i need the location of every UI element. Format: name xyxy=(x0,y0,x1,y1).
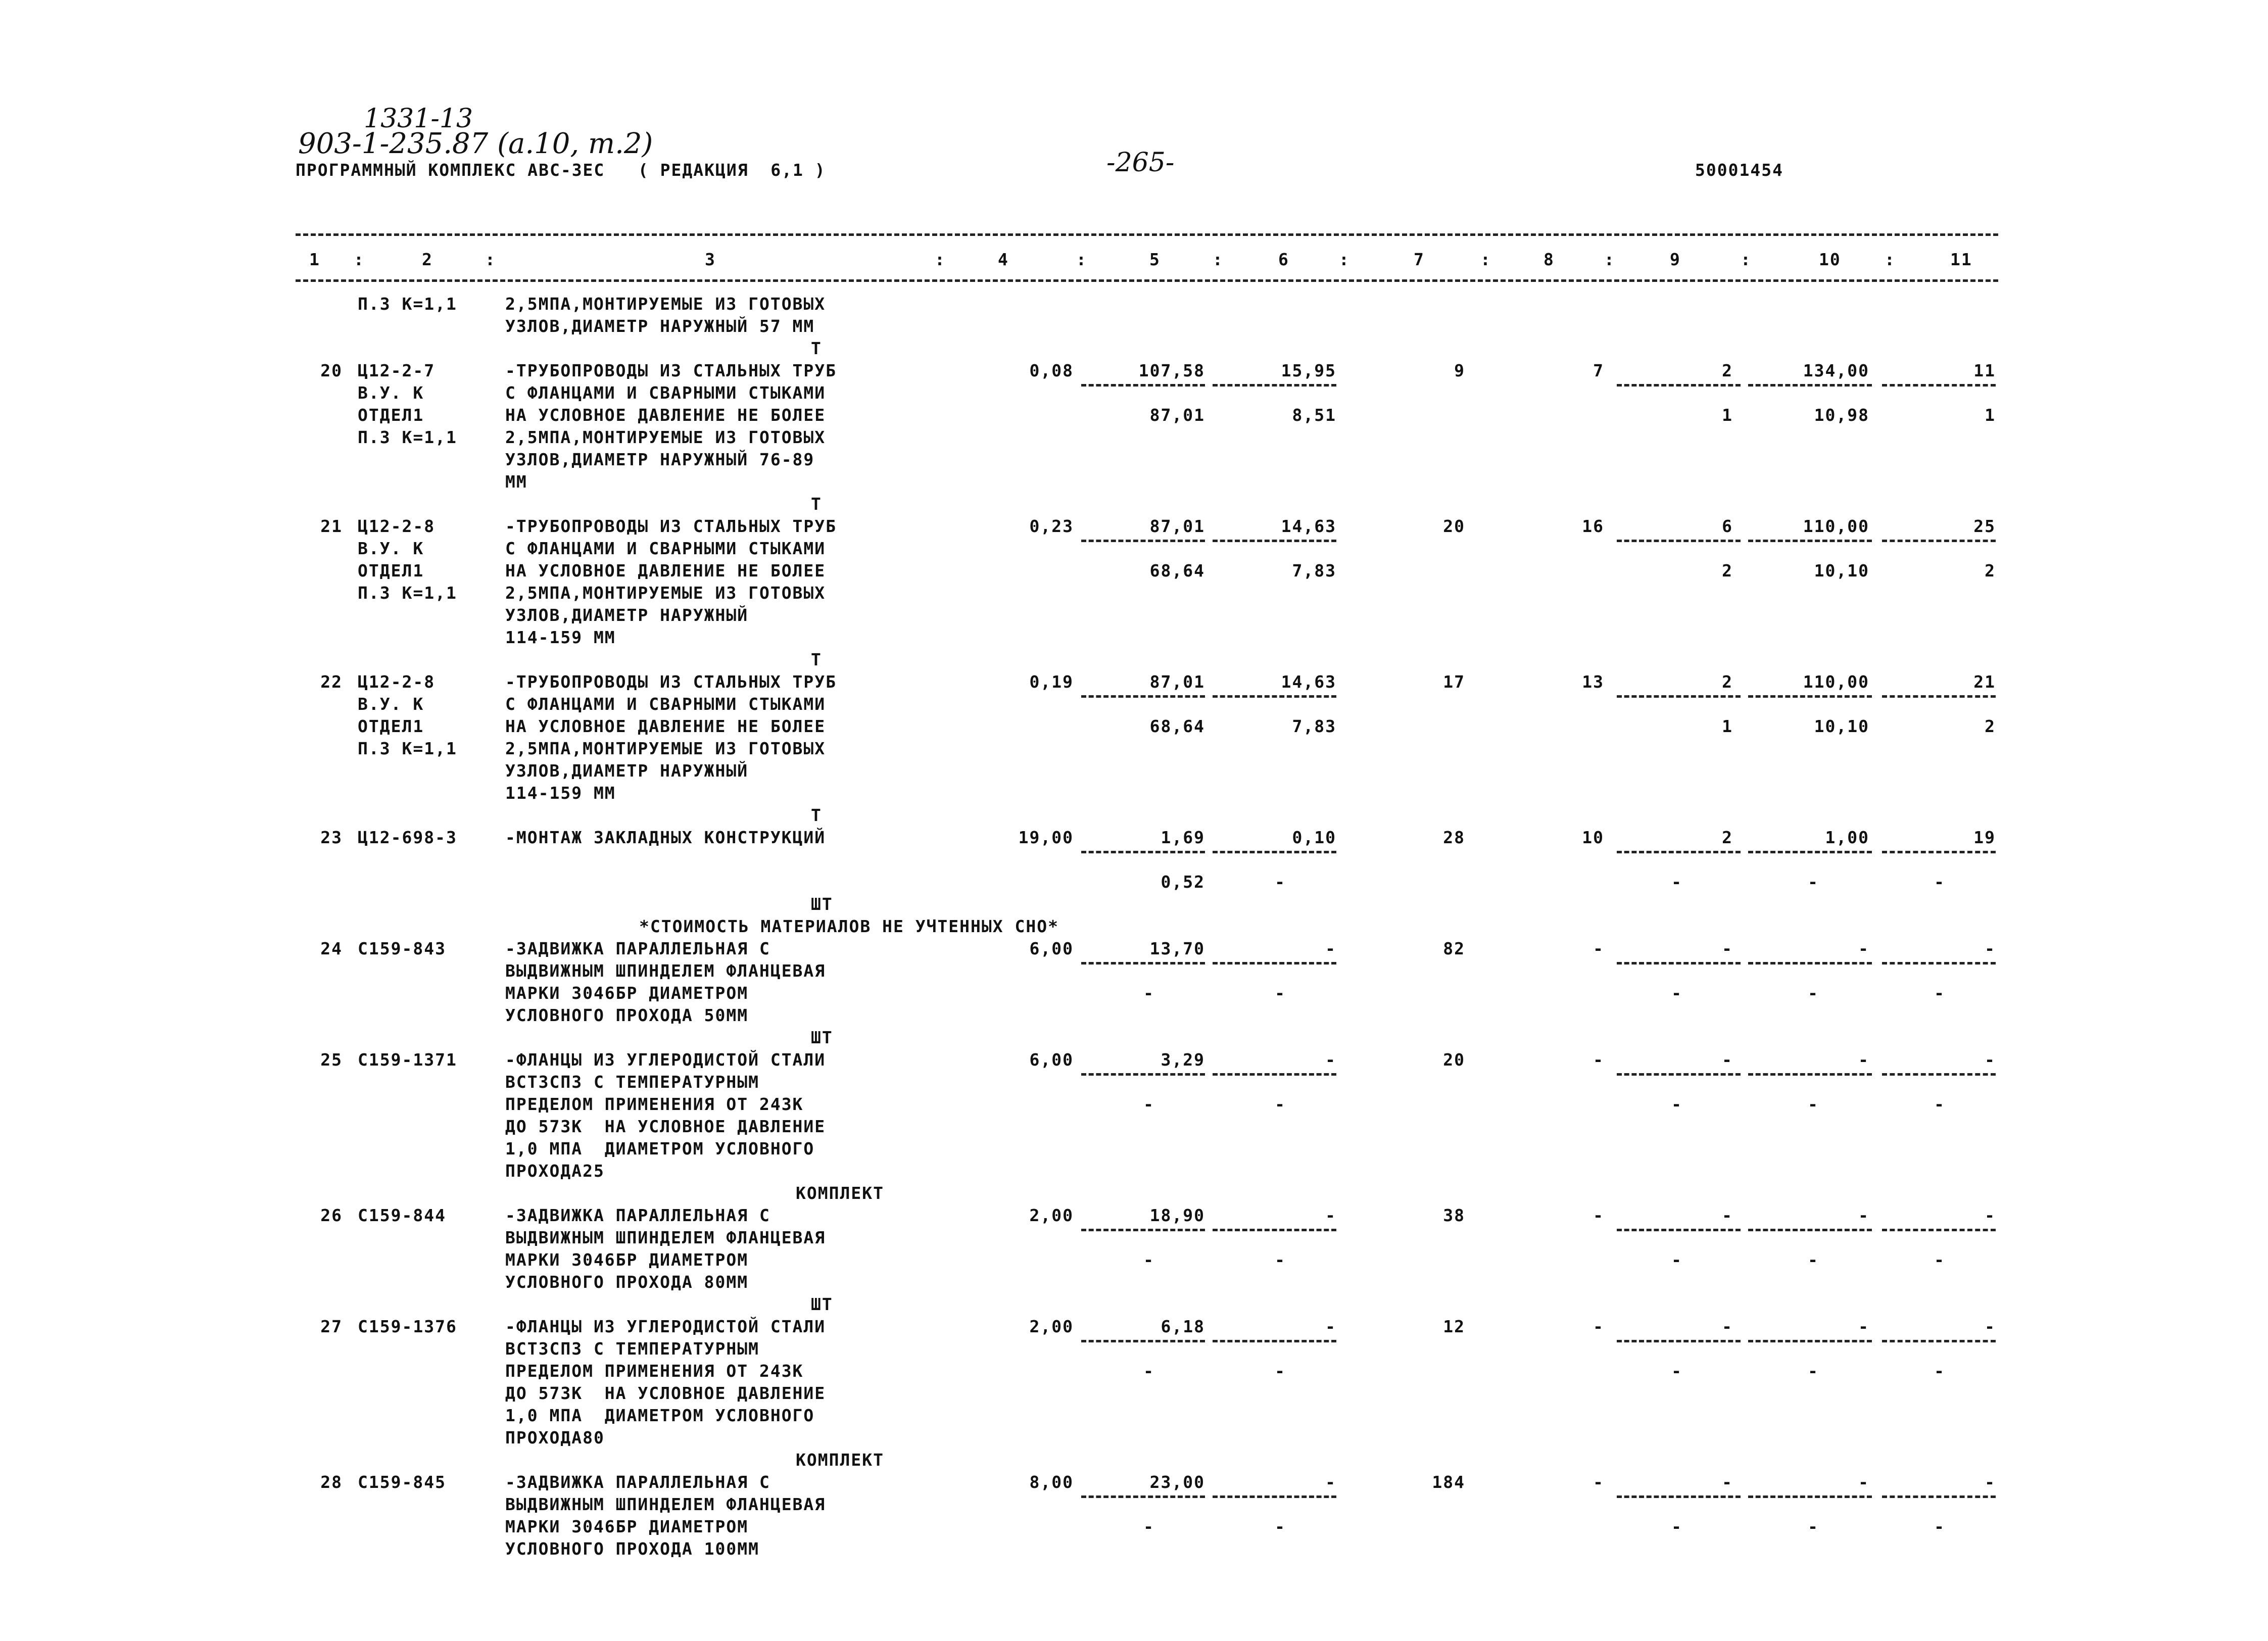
work-description: ПРОХОДА80 xyxy=(505,1428,605,1447)
work-description: 1,0 МПА ДИАМЕТРОМ УСЛОВНОГО xyxy=(505,1406,815,1425)
cell-c9: - xyxy=(1722,1205,1733,1225)
work-description: 2,5МПА,МОНТИРУЕМЫЕ ИЗ ГОТОВЫХ xyxy=(505,583,826,603)
cell-c11b: - xyxy=(1934,1517,1945,1536)
cell-divider xyxy=(1081,1495,1205,1498)
cell-c4: 0,23 xyxy=(1029,516,1074,536)
cell-c11b: 1 xyxy=(1985,405,1996,425)
unit-of-measure: КОМПЛЕКТ xyxy=(796,1450,884,1470)
unit-of-measure: Т xyxy=(811,494,822,514)
cell-divider xyxy=(1748,1495,1872,1498)
work-description: ВЫДВИЖНЫМ ШПИНДЕЛЕМ ФЛАНЦЕВАЯ xyxy=(505,1228,826,1247)
cell-c9b: - xyxy=(1671,1094,1682,1114)
cell-divider xyxy=(1617,851,1741,853)
cell-divider xyxy=(1882,540,1996,542)
cell-c5b: 87,01 xyxy=(1149,405,1205,425)
work-description: МАРКИ 3046БР ДИАМЕТРОМ xyxy=(505,983,749,1003)
cell-c6b: - xyxy=(1275,1094,1286,1114)
work-description: УЗЛОВ,ДИАМЕТР НАРУЖНЫЙ 76-89 xyxy=(505,450,815,469)
cell-divider xyxy=(1213,962,1336,964)
cell-c11: 11 xyxy=(1973,361,1996,380)
cell-c9: 2 xyxy=(1722,828,1733,847)
row-number: 20 xyxy=(320,361,343,380)
cell-divider xyxy=(1617,384,1741,387)
cell-c10b: - xyxy=(1808,1094,1819,1114)
table-top-rule xyxy=(296,233,1998,236)
work-description: МАРКИ 3046БР ДИАМЕТРОМ xyxy=(505,1517,749,1536)
cell-c8: 10 xyxy=(1582,828,1604,847)
rate-code: Ц12-698-3 xyxy=(358,828,457,847)
cell-divider xyxy=(1213,540,1336,542)
cell-c5: 18,90 xyxy=(1149,1205,1205,1225)
handwritten-project-code: 903-1-235.87 (а.10, т.2) xyxy=(298,127,653,160)
work-description: 114-159 ММ xyxy=(505,783,616,803)
column-header-11: 11 xyxy=(1950,250,1972,269)
work-description: -ФЛАНЦЫ ИЗ УГЛЕРОДИСТОЙ СТАЛИ xyxy=(505,1317,826,1336)
cell-c4: 19,00 xyxy=(1018,828,1074,847)
cell-c7: 12 xyxy=(1443,1317,1465,1336)
column-header-2: 2 xyxy=(422,250,433,269)
unit-of-measure: ШТ xyxy=(811,894,833,914)
unit-of-measure: Т xyxy=(811,339,822,358)
work-description: С ФЛАНЦАМИ И СВАРНЫМИ СТЫКАМИ xyxy=(505,539,826,558)
cell-c7: 38 xyxy=(1443,1205,1465,1225)
work-description: ВЫДВИЖНЫМ ШПИНДЕЛЕМ ФЛАНЦЕВАЯ xyxy=(505,1494,826,1514)
work-description: -ТРУБОПРОВОДЫ ИЗ СТАЛЬНЫХ ТРУБ xyxy=(505,361,837,380)
cell-divider xyxy=(1748,1340,1872,1342)
cell-c6b: - xyxy=(1275,1361,1286,1381)
column-header-8: 8 xyxy=(1543,250,1555,269)
rate-code: С159-1371 xyxy=(358,1050,457,1070)
cell-c8: - xyxy=(1593,1472,1604,1492)
column-header-7: 7 xyxy=(1414,250,1425,269)
cell-divider xyxy=(1748,695,1872,698)
rate-code: С159-845 xyxy=(358,1472,446,1492)
column-header-9: 9 xyxy=(1670,250,1681,269)
work-description: -ТРУБОПРОВОДЫ ИЗ СТАЛЬНЫХ ТРУБ xyxy=(505,672,837,692)
cell-c4: 0,19 xyxy=(1029,672,1074,692)
cell-c10b: 10,10 xyxy=(1814,561,1869,581)
work-description: МАРКИ 3046БР ДИАМЕТРОМ xyxy=(505,1250,749,1270)
cell-divider xyxy=(1081,1073,1205,1076)
work-description: 2,5МПА,МОНТИРУЕМЫЕ ИЗ ГОТОВЫХ xyxy=(505,739,826,758)
cell-c11: - xyxy=(1985,1472,1996,1492)
cell-c9b: 2 xyxy=(1722,561,1733,581)
cell-c4: 6,00 xyxy=(1029,1050,1074,1070)
column-header-1: 1 xyxy=(309,250,320,269)
cell-divider xyxy=(1081,851,1205,853)
cell-c4: 6,00 xyxy=(1029,939,1074,958)
cell-divider xyxy=(1617,1229,1741,1231)
rate-code-note: П.3 К=1,1 xyxy=(358,427,457,447)
cell-c10: - xyxy=(1858,1472,1869,1492)
cell-c6: - xyxy=(1325,1205,1336,1225)
cell-c6: - xyxy=(1325,1317,1336,1336)
cell-c9b: - xyxy=(1671,983,1682,1003)
rate-code-note: ОТДЕЛ1 xyxy=(358,561,424,581)
cell-c11: - xyxy=(1985,1050,1996,1070)
cell-divider xyxy=(1748,1073,1872,1076)
header-bottom-rule xyxy=(296,279,1998,282)
cell-c11b: - xyxy=(1934,872,1945,892)
cell-c11: - xyxy=(1985,1205,1996,1225)
cell-c7: 17 xyxy=(1443,672,1465,692)
cell-c7: 20 xyxy=(1443,516,1465,536)
cell-divider xyxy=(1748,540,1872,542)
work-description: -МОНТАЖ ЗАКЛАДНЫХ КОНСТРУКЦИЙ xyxy=(505,828,826,847)
cell-c11b: - xyxy=(1934,1250,1945,1270)
cell-c11b: 2 xyxy=(1985,561,1996,581)
work-description: ПРЕДЕЛОМ ПРИМЕНЕНИЯ ОТ 243К xyxy=(505,1094,804,1114)
cell-c8: 13 xyxy=(1582,672,1604,692)
cell-c8: - xyxy=(1593,1317,1604,1336)
cell-divider xyxy=(1213,1229,1336,1231)
cell-divider xyxy=(1882,851,1996,853)
work-description: ДО 573К НА УСЛОВНОЕ ДАВЛЕНИЕ xyxy=(505,1117,826,1136)
cell-c7: 9 xyxy=(1454,361,1465,380)
cell-divider xyxy=(1213,851,1336,853)
work-description: УЗЛОВ,ДИАМЕТР НАРУЖНЫЙ 57 ММ xyxy=(505,316,815,336)
cell-c10: - xyxy=(1858,1205,1869,1225)
rate-code-note: В.У. К xyxy=(358,383,424,403)
cell-c5b: - xyxy=(1143,1361,1154,1381)
cell-c10b: - xyxy=(1808,1250,1819,1270)
cell-divider xyxy=(1213,1495,1336,1498)
work-description: ПРОХОДА25 xyxy=(505,1161,605,1181)
cell-divider xyxy=(1882,1340,1996,1342)
cell-c11: 21 xyxy=(1973,672,1996,692)
column-header-3: 3 xyxy=(705,250,716,269)
column-header-10: 10 xyxy=(1819,250,1841,269)
cell-c5: 1,69 xyxy=(1161,828,1205,847)
cell-c6b: 8,51 xyxy=(1292,405,1336,425)
work-description: С ФЛАНЦАМИ И СВАРНЫМИ СТЫКАМИ xyxy=(505,694,826,714)
cell-c11b: - xyxy=(1934,1094,1945,1114)
cell-c9: 2 xyxy=(1722,361,1733,380)
rate-code: Ц12-2-8 xyxy=(358,516,436,536)
cell-divider xyxy=(1748,962,1872,964)
cell-c6b: - xyxy=(1275,1517,1286,1536)
cell-c6b: - xyxy=(1275,983,1286,1003)
work-description: НА УСЛОВНОЕ ДАВЛЕНИЕ НЕ БОЛЕЕ xyxy=(505,716,826,736)
cell-c8: - xyxy=(1593,1050,1604,1070)
handwritten-sheet-number: 1331-13 xyxy=(364,104,473,134)
work-description: ПРЕДЕЛОМ ПРИМЕНЕНИЯ ОТ 243К xyxy=(505,1361,804,1381)
work-description: УЗЛОВ,ДИАМЕТР НАРУЖНЫЙ xyxy=(505,761,749,781)
cell-divider xyxy=(1081,540,1205,542)
cell-c8: - xyxy=(1593,939,1604,958)
column-separator: : xyxy=(1480,250,1491,269)
cell-c10b: - xyxy=(1808,872,1819,892)
unit-of-measure: КОМПЛЕКТ xyxy=(796,1183,884,1203)
row-number: 27 xyxy=(320,1317,343,1336)
row-number: 24 xyxy=(320,939,343,958)
cell-c10: - xyxy=(1858,1050,1869,1070)
work-description: УСЛОВНОГО ПРОХОДА 100ММ xyxy=(505,1539,759,1559)
cell-c8: - xyxy=(1593,1205,1604,1225)
cell-c10: 110,00 xyxy=(1803,516,1869,536)
cell-c9: - xyxy=(1722,1472,1733,1492)
cell-c6: - xyxy=(1325,1050,1336,1070)
column-separator: : xyxy=(1076,250,1087,269)
cell-divider xyxy=(1213,1340,1336,1342)
cell-divider xyxy=(1617,1495,1741,1498)
column-separator: : xyxy=(1339,250,1350,269)
cell-c9: - xyxy=(1722,1050,1733,1070)
rate-code: С159-1376 xyxy=(358,1317,457,1336)
unit-of-measure: Т xyxy=(811,805,822,825)
cell-c5b: 0,52 xyxy=(1161,872,1205,892)
cell-c9: 2 xyxy=(1722,672,1733,692)
work-description: -ЗАДВИЖКА ПАРАЛЛЕЛЬНАЯ С xyxy=(505,1205,770,1225)
rate-code: С159-843 xyxy=(358,939,446,958)
cell-c6: - xyxy=(1325,939,1336,958)
work-description: УСЛОВНОГО ПРОХОДА 80ММ xyxy=(505,1272,749,1292)
cell-c9: - xyxy=(1722,939,1733,958)
cell-c5b: - xyxy=(1143,1517,1154,1536)
work-description: ВСТ3СП3 С ТЕМПЕРАТУРНЫМ xyxy=(505,1339,759,1359)
cell-divider xyxy=(1081,1229,1205,1231)
column-header-4: 4 xyxy=(998,250,1009,269)
work-description: ММ xyxy=(505,472,527,492)
cell-c8: 7 xyxy=(1593,361,1604,380)
cell-c5: 6,18 xyxy=(1161,1317,1205,1336)
cell-divider xyxy=(1882,1495,1996,1498)
column-separator: : xyxy=(485,250,496,269)
rate-code-note: П.3 К=1,1 xyxy=(358,583,457,603)
row-number: 26 xyxy=(320,1205,343,1225)
cell-c5b: 68,64 xyxy=(1149,716,1205,736)
cell-c7: 20 xyxy=(1443,1050,1465,1070)
cell-divider xyxy=(1081,384,1205,387)
cell-divider xyxy=(1748,384,1872,387)
cell-c11: 25 xyxy=(1973,516,1996,536)
cell-c4: 2,00 xyxy=(1029,1317,1074,1336)
cell-c11b: - xyxy=(1934,983,1945,1003)
cell-c11: - xyxy=(1985,1317,1996,1336)
rate-code-note: ОТДЕЛ1 xyxy=(358,405,424,425)
rate-code-note: В.У. К xyxy=(358,694,424,714)
cell-c8: 16 xyxy=(1582,516,1604,536)
cell-divider xyxy=(1213,384,1336,387)
work-description: 1,0 МПА ДИАМЕТРОМ УСЛОВНОГО xyxy=(505,1139,815,1159)
cell-c10b: 10,10 xyxy=(1814,716,1869,736)
rate-code: С159-844 xyxy=(358,1205,446,1225)
cell-c9b: - xyxy=(1671,1361,1682,1381)
cell-c4: 8,00 xyxy=(1029,1472,1074,1492)
cell-c5: 3,29 xyxy=(1161,1050,1205,1070)
cell-divider xyxy=(1748,1229,1872,1231)
document-number: 50001454 xyxy=(1695,160,1783,180)
cell-c4: 2,00 xyxy=(1029,1205,1074,1225)
cell-divider xyxy=(1617,1073,1741,1076)
work-description: ВЫДВИЖНЫМ ШПИНДЕЛЕМ ФЛАНЦЕВАЯ xyxy=(505,961,826,981)
work-description: 2,5МПА,МОНТИРУЕМЫЕ ИЗ ГОТОВЫХ xyxy=(505,427,826,447)
section-heading: *СТОИМОСТЬ МАТЕРИАЛОВ НЕ УЧТЕННЫХ СНО* xyxy=(639,916,1059,936)
cell-c9b: - xyxy=(1671,1517,1682,1536)
rate-code: Ц12-2-8 xyxy=(358,672,436,692)
cell-c9: 6 xyxy=(1722,516,1733,536)
column-separator: : xyxy=(1213,250,1224,269)
cell-divider xyxy=(1882,1229,1996,1231)
cell-c10: - xyxy=(1858,939,1869,958)
work-description: -ЗАДВИЖКА ПАРАЛЛЕЛЬНАЯ С xyxy=(505,939,770,958)
cell-divider xyxy=(1882,1073,1996,1076)
work-description: 2,5МПА,МОНТИРУЕМЫЕ ИЗ ГОТОВЫХ xyxy=(505,294,826,314)
cell-c6: 14,63 xyxy=(1281,516,1336,536)
work-description: С ФЛАНЦАМИ И СВАРНЫМИ СТЫКАМИ xyxy=(505,383,826,403)
cell-divider xyxy=(1617,962,1741,964)
column-header-5: 5 xyxy=(1149,250,1161,269)
column-separator: : xyxy=(935,250,946,269)
column-separator: : xyxy=(354,250,365,269)
cell-c5: 87,01 xyxy=(1149,672,1205,692)
cell-c7: 82 xyxy=(1443,939,1465,958)
work-description: НА УСЛОВНОЕ ДАВЛЕНИЕ НЕ БОЛЕЕ xyxy=(505,561,826,581)
cell-divider xyxy=(1213,1073,1336,1076)
cell-c10: - xyxy=(1858,1317,1869,1336)
program-header: ПРОГРАММНЫЙ КОМПЛЕКС АВС-3ЕС ( РЕДАКЦИЯ 6,1 ) xyxy=(296,160,826,180)
row-number: 25 xyxy=(320,1050,343,1070)
cell-c9: - xyxy=(1722,1317,1733,1336)
cell-divider xyxy=(1081,962,1205,964)
cell-c5b: - xyxy=(1143,983,1154,1003)
row-number: 23 xyxy=(320,828,343,847)
cell-c6: 0,10 xyxy=(1292,828,1336,847)
column-separator: : xyxy=(1885,250,1896,269)
unit-of-measure: ШТ xyxy=(811,1028,833,1047)
cell-c5b: 68,64 xyxy=(1149,561,1205,581)
cell-c10b: - xyxy=(1808,983,1819,1003)
cell-c9b: - xyxy=(1671,1250,1682,1270)
page-number: -265- xyxy=(1106,148,1175,178)
cell-c6: 15,95 xyxy=(1281,361,1336,380)
cell-divider xyxy=(1617,1340,1741,1342)
unit-of-measure: ШТ xyxy=(811,1294,833,1314)
work-description: -ЗАДВИЖКА ПАРАЛЛЕЛЬНАЯ С xyxy=(505,1472,770,1492)
work-description: 114-159 ММ xyxy=(505,628,616,647)
cell-divider xyxy=(1882,962,1996,964)
work-description: НА УСЛОВНОЕ ДАВЛЕНИЕ НЕ БОЛЕЕ xyxy=(505,405,826,425)
cell-c9b: - xyxy=(1671,872,1682,892)
cell-c10b: - xyxy=(1808,1517,1819,1536)
work-description: ВСТ3СП3 С ТЕМПЕРАТУРНЫМ xyxy=(505,1072,759,1092)
column-header-6: 6 xyxy=(1278,250,1289,269)
cell-divider xyxy=(1081,695,1205,698)
rate-code: П.3 К=1,1 xyxy=(358,294,457,314)
work-description: -ТРУБОПРОВОДЫ ИЗ СТАЛЬНЫХ ТРУБ xyxy=(505,516,837,536)
cell-c6b: - xyxy=(1275,1250,1286,1270)
cell-divider xyxy=(1213,695,1336,698)
cell-c10: 110,00 xyxy=(1803,672,1869,692)
cell-c10b: - xyxy=(1808,1361,1819,1381)
cell-c5: 13,70 xyxy=(1149,939,1205,958)
row-number: 28 xyxy=(320,1472,343,1492)
cell-divider xyxy=(1617,695,1741,698)
cell-divider xyxy=(1081,1340,1205,1342)
row-number: 21 xyxy=(320,516,343,536)
cell-c4: 0,08 xyxy=(1029,361,1074,380)
unit-of-measure: Т xyxy=(811,650,822,669)
cell-c6b: 7,83 xyxy=(1292,561,1336,581)
cell-divider xyxy=(1617,540,1741,542)
rate-code: Ц12-2-7 xyxy=(358,361,436,380)
cell-c5: 23,00 xyxy=(1149,1472,1205,1492)
cell-c7: 28 xyxy=(1443,828,1465,847)
column-separator: : xyxy=(1604,250,1615,269)
cell-c5b: - xyxy=(1143,1250,1154,1270)
cell-c11b: - xyxy=(1934,1361,1945,1381)
cell-c5: 107,58 xyxy=(1138,361,1205,380)
cell-c5: 87,01 xyxy=(1149,516,1205,536)
cell-c6b: - xyxy=(1275,872,1286,892)
cell-c6: 14,63 xyxy=(1281,672,1336,692)
rate-code-note: П.3 К=1,1 xyxy=(358,739,457,758)
work-description: ДО 573К НА УСЛОВНОЕ ДАВЛЕНИЕ xyxy=(505,1383,826,1403)
cell-c9b: 1 xyxy=(1722,405,1733,425)
cell-divider xyxy=(1748,851,1872,853)
cell-c9b: 1 xyxy=(1722,716,1733,736)
work-description: УЗЛОВ,ДИАМЕТР НАРУЖНЫЙ xyxy=(505,605,749,625)
cell-c5b: - xyxy=(1143,1094,1154,1114)
work-description: УСЛОВНОГО ПРОХОДА 50ММ xyxy=(505,1005,749,1025)
column-separator: : xyxy=(1741,250,1752,269)
cell-c6: - xyxy=(1325,1472,1336,1492)
cell-c6b: 7,83 xyxy=(1292,716,1336,736)
rate-code-note: В.У. К xyxy=(358,539,424,558)
cell-divider xyxy=(1882,695,1996,698)
cell-c11: - xyxy=(1985,939,1996,958)
cell-c10: 134,00 xyxy=(1803,361,1869,380)
cell-c11: 19 xyxy=(1973,828,1996,847)
work-description: -ФЛАНЦЫ ИЗ УГЛЕРОДИСТОЙ СТАЛИ xyxy=(505,1050,826,1070)
cell-c11b: 2 xyxy=(1985,716,1996,736)
cell-c10: 1,00 xyxy=(1825,828,1869,847)
cell-divider xyxy=(1882,384,1996,387)
row-number: 22 xyxy=(320,672,343,692)
cell-c10b: 10,98 xyxy=(1814,405,1869,425)
cell-c7: 184 xyxy=(1432,1472,1465,1492)
rate-code-note: ОТДЕЛ1 xyxy=(358,716,424,736)
